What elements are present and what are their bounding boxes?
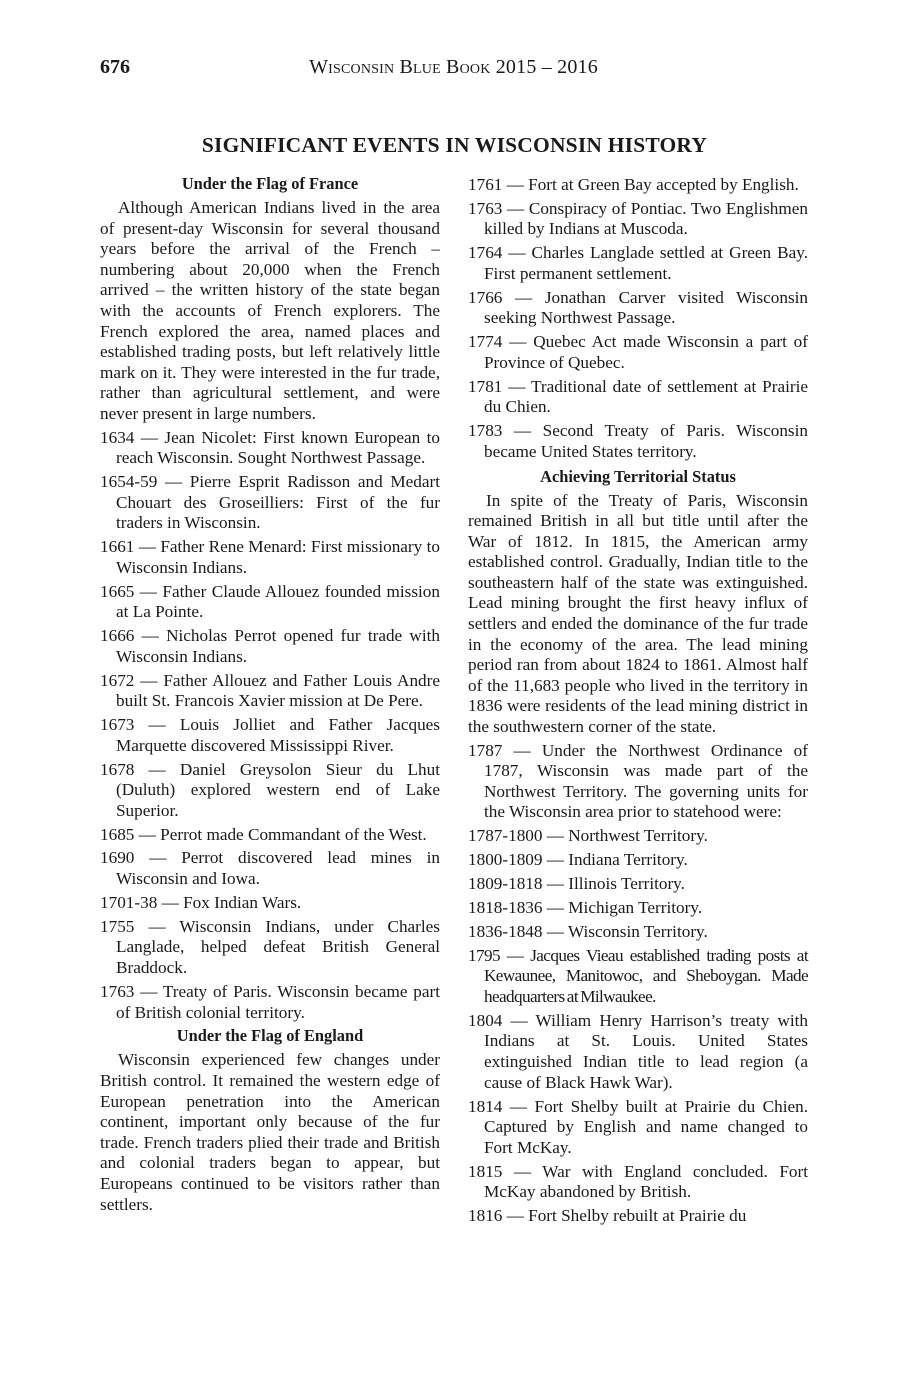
event-entry: 1685 — Perrot made Commandant of the West. (100, 824, 427, 844)
event-entry: 1678 — Daniel Greysolon Sieur du Lhut (Duluth) explored western end of Lake Superior. (100, 759, 440, 820)
event-entry: 1665 — Father Claude Allouez founded mission at La Pointe. (100, 581, 440, 622)
event-entry: 1701-38 — Fox Indian Wars. (100, 892, 302, 912)
event-entry: 1666 — Nicholas Perrot opened fur trade with Wisconsin Indians. (100, 626, 440, 666)
running-head: Wisconsin Blue Book 2015 – 2016 (309, 56, 598, 78)
page-title: SIGNIFICANT EVENTS IN WISCONSIN HISTORY (201, 133, 708, 157)
section-heading-france: Under the Flag of France (181, 174, 359, 193)
event-entry: 1661 — Father Rene Menard: First missionary to Wisconsin Indians. (100, 537, 440, 577)
event-entry: 1763 — Conspiracy of Pontiac. Two Englishmen killed by Indians at Muscoda. (468, 198, 808, 239)
section-heading-england: Under the Flag of England (176, 1026, 364, 1046)
event-entry: 1815 — War with England concluded. Fort McKay abandoned by British. (468, 1161, 808, 1202)
event-entry: 1787-1800 — Northwest Territory. (468, 826, 708, 846)
event-entry: 1816 — Fort Shelby rebuilt at Prairie du (468, 1206, 747, 1226)
event-entry: 1654-59 — Pierre Esprit Radisson and Medart Chouart des Groseilliers: First of the fur traders in Wisconsin. (100, 472, 440, 533)
event-entry: 1818-1836 — Michigan Territory. (468, 897, 703, 917)
event-entry: 1774 — Quebec Act made Wisconsin a part of Province of Quebec. (468, 332, 808, 372)
section-heading-territorial: Achieving Territorial Status (540, 466, 736, 486)
event-entry: 1787 — Under the Northwest Ordinance of 1787, Wisconsin was made part of the Northwest Territory. The governing units for the Wisconsin area prior to statehood were: (468, 740, 808, 822)
right-column (468, 175, 808, 1230)
event-entry: 1795 — Jacques Vieau established trading posts at Kewaunee, Manitowoc, and Sheboygan. Made headquarters at Milwaukee. (468, 945, 808, 1006)
event-entry: 1673 — Louis Jolliet and Father Jacques Marquette discovered Mississippi River. (100, 715, 440, 755)
event-entry: 1761 — Fort at Green Bay accepted by English. (468, 175, 799, 194)
event-entry: 1764 — Charles Langlade settled at Green Bay. First permanent settlement. (468, 243, 808, 283)
event-entry: 1836-1848 — Wisconsin Territory. (468, 921, 708, 941)
event-entry: 1800-1809 — Indiana Territory. (468, 850, 688, 870)
event-entry: 1690 — Perrot discovered lead mines in Wisconsin and Iowa. (100, 848, 440, 889)
left-column (100, 174, 440, 1218)
paragraph-england: Wisconsin experienced few changes under British control. It remained the western edge of European penetration into the American continent, important only because of the fur trade. French traders plied their trade and British and colonial traders began to appear, but Europeans continued to be visitors rather than settlers. (100, 1050, 440, 1214)
event-entry: 1804 — William Henry Harrison’s treaty with Indians at St. Louis. United States extinguished Indian title to lead region (a cause of Black Hawk War). (468, 1010, 808, 1092)
event-entry: 1814 — Fort Shelby built at Prairie du Chien. Captured by English and name changed to Fort McKay. (468, 1096, 808, 1157)
event-entry: 1755 — Wisconsin Indians, under Charles Langlade, helped defeat British General Braddock. (100, 916, 440, 978)
page-number: 676 (100, 56, 130, 78)
event-entry: 1809-1818 — Illinois Territory. (468, 874, 685, 894)
event-entry: 1634 — Jean Nicolet: First known European to reach Wisconsin. Sought Northwest Passage. (100, 427, 440, 468)
event-entry: 1781 — Traditional date of settlement at Prairie du Chien. (468, 376, 808, 417)
event-entry: 1766 — Jonathan Carver visited Wisconsin seeking Northwest Passage. (468, 287, 808, 328)
event-entry: 1763 — Treaty of Paris. Wisconsin became part of British colonial territory. (100, 981, 440, 1022)
event-entry: 1672 — Father Allouez and Father Louis Andre built St. Francois Xavier mission at De Pere. (100, 670, 440, 711)
event-entry: 1783 — Second Treaty of Paris. Wisconsin became United States territory. (468, 421, 808, 461)
paragraph-territorial: In spite of the Treaty of Paris, Wisconsin remained British in all but title until after the War of 1812. In 1815, the American army established control. Gradually, Indian title to the southeastern half of the state was extinguished. Lead mining brought the first heavy influx of settlers and ended the dominance of the fur trade in the economy of the area. The lead mining period ran from about 1824 to 1861. Almost half of the 11,683 people who lived in the territory in 1836 were residents of the lead mining district in the southwestern corner of the state. (468, 490, 808, 737)
paragraph-france: Although American Indians lived in the area of present-day Wisconsin for several thousand years before the arrival of the French – numbering about 20,000 when the French arrived – the written history of the state began with the accounts of French explorers. The French explored the area, named places and established trading posts, but left relatively little mark on it. They were interested in the fur trade, rather than agricultural settlement, and were never present in large numbers. (100, 198, 440, 423)
